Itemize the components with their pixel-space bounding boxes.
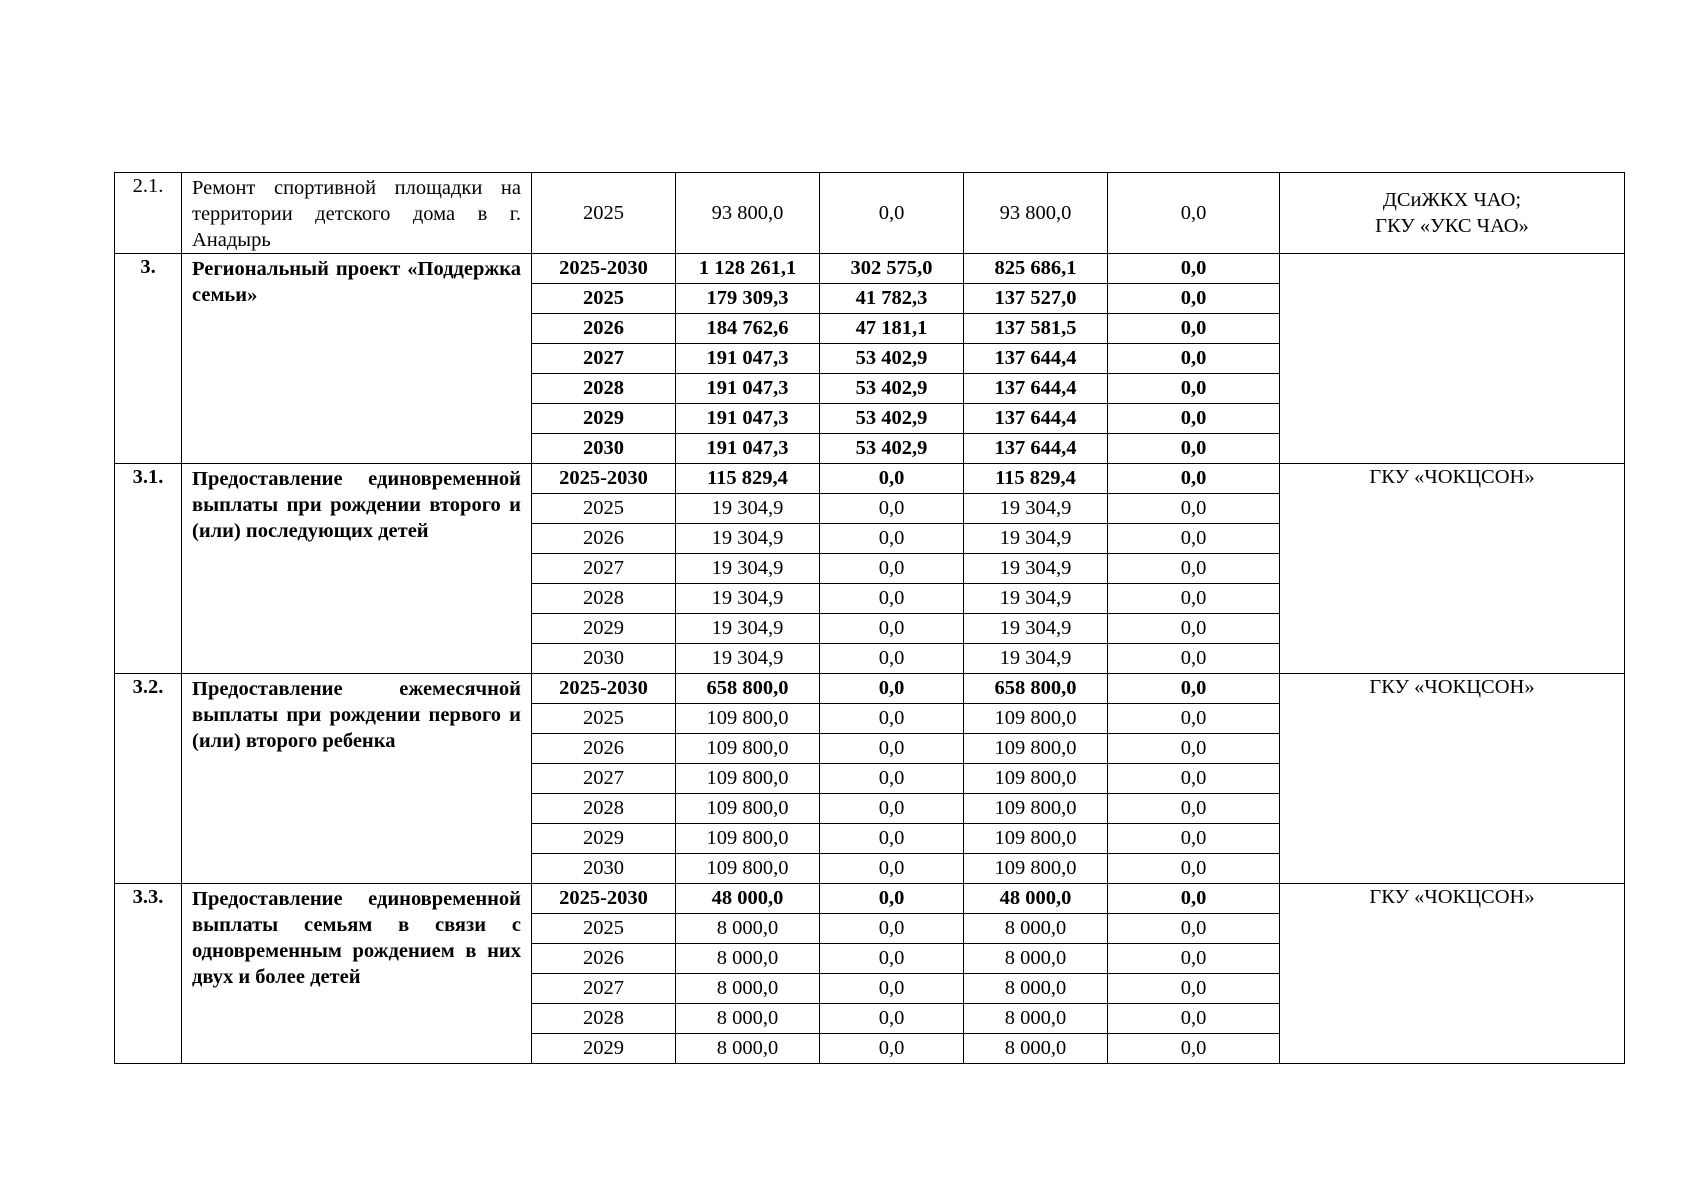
federal-cell: 0,0 — [820, 173, 964, 254]
other-cell: 0,0 — [1108, 344, 1280, 374]
regional-cell: 8 000,0 — [964, 944, 1108, 974]
regional-cell: 109 800,0 — [964, 854, 1108, 884]
federal-cell: 0,0 — [820, 824, 964, 854]
federal-cell: 41 782,3 — [820, 284, 964, 314]
table-row — [115, 884, 1625, 914]
federal-cell: 0,0 — [820, 464, 964, 494]
item-number: 2.1. — [115, 173, 182, 254]
other-cell: 0,0 — [1108, 764, 1280, 794]
year-cell: 2026 — [532, 314, 676, 344]
other-cell: 0,0 — [1108, 734, 1280, 764]
federal-cell: 0,0 — [820, 914, 964, 944]
federal-cell: 0,0 — [820, 674, 964, 704]
total-cell: 658 800,0 — [676, 674, 820, 704]
total-cell: 19 304,9 — [676, 614, 820, 644]
regional-cell: 48 000,0 — [964, 884, 1108, 914]
year-cell: 2029 — [532, 824, 676, 854]
regional-cell: 19 304,9 — [964, 524, 1108, 554]
item-name: Региональный проект «Поддержка семьи» — [182, 254, 532, 464]
item-name: Предоставление единовременной выплаты при рождении второго и (или) последующих детей — [182, 464, 532, 674]
year-cell: 2025 — [532, 173, 676, 254]
regional-cell: 109 800,0 — [964, 794, 1108, 824]
total-cell: 109 800,0 — [676, 704, 820, 734]
regional-cell: 137 581,5 — [964, 314, 1108, 344]
year-cell: 2025 — [532, 284, 676, 314]
regional-cell: 109 800,0 — [964, 764, 1108, 794]
federal-cell: 0,0 — [820, 524, 964, 554]
total-cell: 191 047,3 — [676, 344, 820, 374]
other-cell: 0,0 — [1108, 524, 1280, 554]
executor-cell: ГКУ «ЧОКЦСОН» — [1280, 674, 1625, 884]
year-cell: 2027 — [532, 764, 676, 794]
year-cell: 2026 — [532, 734, 676, 764]
executor-line-1: ДСиЖКХ ЧАО; — [1382, 189, 1522, 211]
federal-cell: 0,0 — [820, 614, 964, 644]
executor-line-2: ГКУ «УКС ЧАО» — [1375, 215, 1529, 237]
table-row — [115, 464, 1625, 494]
year-cell: 2026 — [532, 524, 676, 554]
other-cell: 0,0 — [1108, 704, 1280, 734]
year-cell: 2027 — [532, 974, 676, 1004]
regional-cell: 137 527,0 — [964, 284, 1108, 314]
total-cell: 8 000,0 — [676, 974, 820, 1004]
federal-cell: 0,0 — [820, 1004, 964, 1034]
federal-cell: 302 575,0 — [820, 254, 964, 284]
year-cell: 2028 — [532, 584, 676, 614]
total-cell: 8 000,0 — [676, 1004, 820, 1034]
year-cell: 2027 — [532, 554, 676, 584]
regional-cell: 137 644,4 — [964, 434, 1108, 464]
other-cell: 0,0 — [1108, 254, 1280, 284]
total-cell: 109 800,0 — [676, 734, 820, 764]
federal-cell: 47 181,1 — [820, 314, 964, 344]
regional-cell: 658 800,0 — [964, 674, 1108, 704]
regional-cell: 109 800,0 — [964, 734, 1108, 764]
total-cell: 48 000,0 — [676, 884, 820, 914]
table-row — [115, 254, 1625, 284]
total-cell: 109 800,0 — [676, 854, 820, 884]
item-number: 3.1. — [115, 464, 182, 674]
year-cell: 2025-2030 — [532, 464, 676, 494]
executor-cell — [1280, 173, 1625, 254]
year-cell: 2025 — [532, 914, 676, 944]
other-cell: 0,0 — [1108, 464, 1280, 494]
total-cell: 19 304,9 — [676, 644, 820, 674]
regional-cell: 109 800,0 — [964, 704, 1108, 734]
regional-cell: 8 000,0 — [964, 974, 1108, 1004]
other-cell: 0,0 — [1108, 914, 1280, 944]
year-cell: 2029 — [532, 1034, 676, 1064]
other-cell: 0,0 — [1108, 854, 1280, 884]
year-cell: 2027 — [532, 344, 676, 374]
total-cell: 8 000,0 — [676, 944, 820, 974]
other-cell: 0,0 — [1108, 1034, 1280, 1064]
federal-cell: 0,0 — [820, 884, 964, 914]
year-cell: 2030 — [532, 434, 676, 464]
table-row — [115, 173, 1625, 254]
federal-cell: 53 402,9 — [820, 404, 964, 434]
year-cell: 2028 — [532, 794, 676, 824]
regional-cell: 137 644,4 — [964, 344, 1108, 374]
other-cell: 0,0 — [1108, 614, 1280, 644]
total-cell: 19 304,9 — [676, 584, 820, 614]
year-cell: 2029 — [532, 404, 676, 434]
other-cell: 0,0 — [1108, 404, 1280, 434]
other-cell: 0,0 — [1108, 674, 1280, 704]
year-cell: 2029 — [532, 614, 676, 644]
year-cell: 2025-2030 — [532, 674, 676, 704]
other-cell: 0,0 — [1108, 884, 1280, 914]
other-cell: 0,0 — [1108, 644, 1280, 674]
item-number: 3.2. — [115, 674, 182, 884]
regional-cell: 109 800,0 — [964, 824, 1108, 854]
federal-cell: 53 402,9 — [820, 344, 964, 374]
regional-cell: 19 304,9 — [964, 614, 1108, 644]
item-name: Предоставление единовременной выплаты семьям в связи с одновременным рождением в них двух и более детей — [182, 884, 532, 1064]
total-cell: 19 304,9 — [676, 554, 820, 584]
year-cell: 2025 — [532, 494, 676, 524]
item-name: Ремонт спортивной площадки на территории детского дома в г. Анадырь — [182, 173, 532, 254]
other-cell: 0,0 — [1108, 374, 1280, 404]
regional-cell: 19 304,9 — [964, 584, 1108, 614]
total-cell: 184 762,6 — [676, 314, 820, 344]
table-row — [115, 674, 1625, 704]
federal-cell: 0,0 — [820, 644, 964, 674]
other-cell: 0,0 — [1108, 1004, 1280, 1034]
federal-cell: 0,0 — [820, 974, 964, 1004]
regional-cell: 8 000,0 — [964, 1034, 1108, 1064]
total-cell: 93 800,0 — [676, 173, 820, 254]
item-number: 3. — [115, 254, 182, 464]
year-cell: 2025 — [532, 704, 676, 734]
total-cell: 109 800,0 — [676, 764, 820, 794]
year-cell: 2026 — [532, 944, 676, 974]
year-cell: 2025-2030 — [532, 254, 676, 284]
total-cell: 1 128 261,1 — [676, 254, 820, 284]
year-cell: 2030 — [532, 854, 676, 884]
executor-cell: ГКУ «ЧОКЦСОН» — [1280, 884, 1625, 1064]
other-cell: 0,0 — [1108, 944, 1280, 974]
federal-cell: 0,0 — [820, 794, 964, 824]
regional-cell: 19 304,9 — [964, 554, 1108, 584]
other-cell: 0,0 — [1108, 824, 1280, 854]
regional-cell: 137 644,4 — [964, 404, 1108, 434]
federal-cell: 0,0 — [820, 764, 964, 794]
other-cell: 0,0 — [1108, 284, 1280, 314]
funding-table — [114, 172, 1625, 1064]
other-cell: 0,0 — [1108, 434, 1280, 464]
regional-cell: 19 304,9 — [964, 494, 1108, 524]
total-cell: 8 000,0 — [676, 1034, 820, 1064]
table-body — [115, 173, 1625, 1064]
total-cell: 19 304,9 — [676, 494, 820, 524]
other-cell: 0,0 — [1108, 494, 1280, 524]
total-cell: 179 309,3 — [676, 284, 820, 314]
regional-cell: 825 686,1 — [964, 254, 1108, 284]
other-cell: 0,0 — [1108, 584, 1280, 614]
other-cell: 0,0 — [1108, 974, 1280, 1004]
total-cell: 8 000,0 — [676, 914, 820, 944]
federal-cell: 0,0 — [820, 1034, 964, 1064]
item-number: 3.3. — [115, 884, 182, 1064]
federal-cell: 53 402,9 — [820, 434, 964, 464]
total-cell: 115 829,4 — [676, 464, 820, 494]
federal-cell: 0,0 — [820, 704, 964, 734]
year-cell: 2030 — [532, 644, 676, 674]
federal-cell: 0,0 — [820, 944, 964, 974]
other-cell: 0,0 — [1108, 794, 1280, 824]
total-cell: 191 047,3 — [676, 434, 820, 464]
federal-cell: 0,0 — [820, 854, 964, 884]
executor-cell — [1280, 254, 1625, 464]
regional-cell: 115 829,4 — [964, 464, 1108, 494]
year-cell: 2028 — [532, 1004, 676, 1034]
item-name: Предоставление ежемесячной выплаты при рождении первого и (или) второго ребенка — [182, 674, 532, 884]
executor-cell: ГКУ «ЧОКЦСОН» — [1280, 464, 1625, 674]
regional-cell: 8 000,0 — [964, 914, 1108, 944]
other-cell: 0,0 — [1108, 314, 1280, 344]
regional-cell: 93 800,0 — [964, 173, 1108, 254]
regional-cell: 8 000,0 — [964, 1004, 1108, 1034]
federal-cell: 0,0 — [820, 554, 964, 584]
federal-cell: 0,0 — [820, 734, 964, 764]
total-cell: 109 800,0 — [676, 794, 820, 824]
regional-cell: 137 644,4 — [964, 374, 1108, 404]
total-cell: 109 800,0 — [676, 824, 820, 854]
federal-cell: 0,0 — [820, 584, 964, 614]
total-cell: 191 047,3 — [676, 374, 820, 404]
federal-cell: 0,0 — [820, 494, 964, 524]
total-cell: 19 304,9 — [676, 524, 820, 554]
federal-cell: 53 402,9 — [820, 374, 964, 404]
year-cell: 2028 — [532, 374, 676, 404]
year-cell: 2025-2030 — [532, 884, 676, 914]
other-cell: 0,0 — [1108, 554, 1280, 584]
total-cell: 191 047,3 — [676, 404, 820, 434]
other-cell: 0,0 — [1108, 173, 1280, 254]
regional-cell: 19 304,9 — [964, 644, 1108, 674]
